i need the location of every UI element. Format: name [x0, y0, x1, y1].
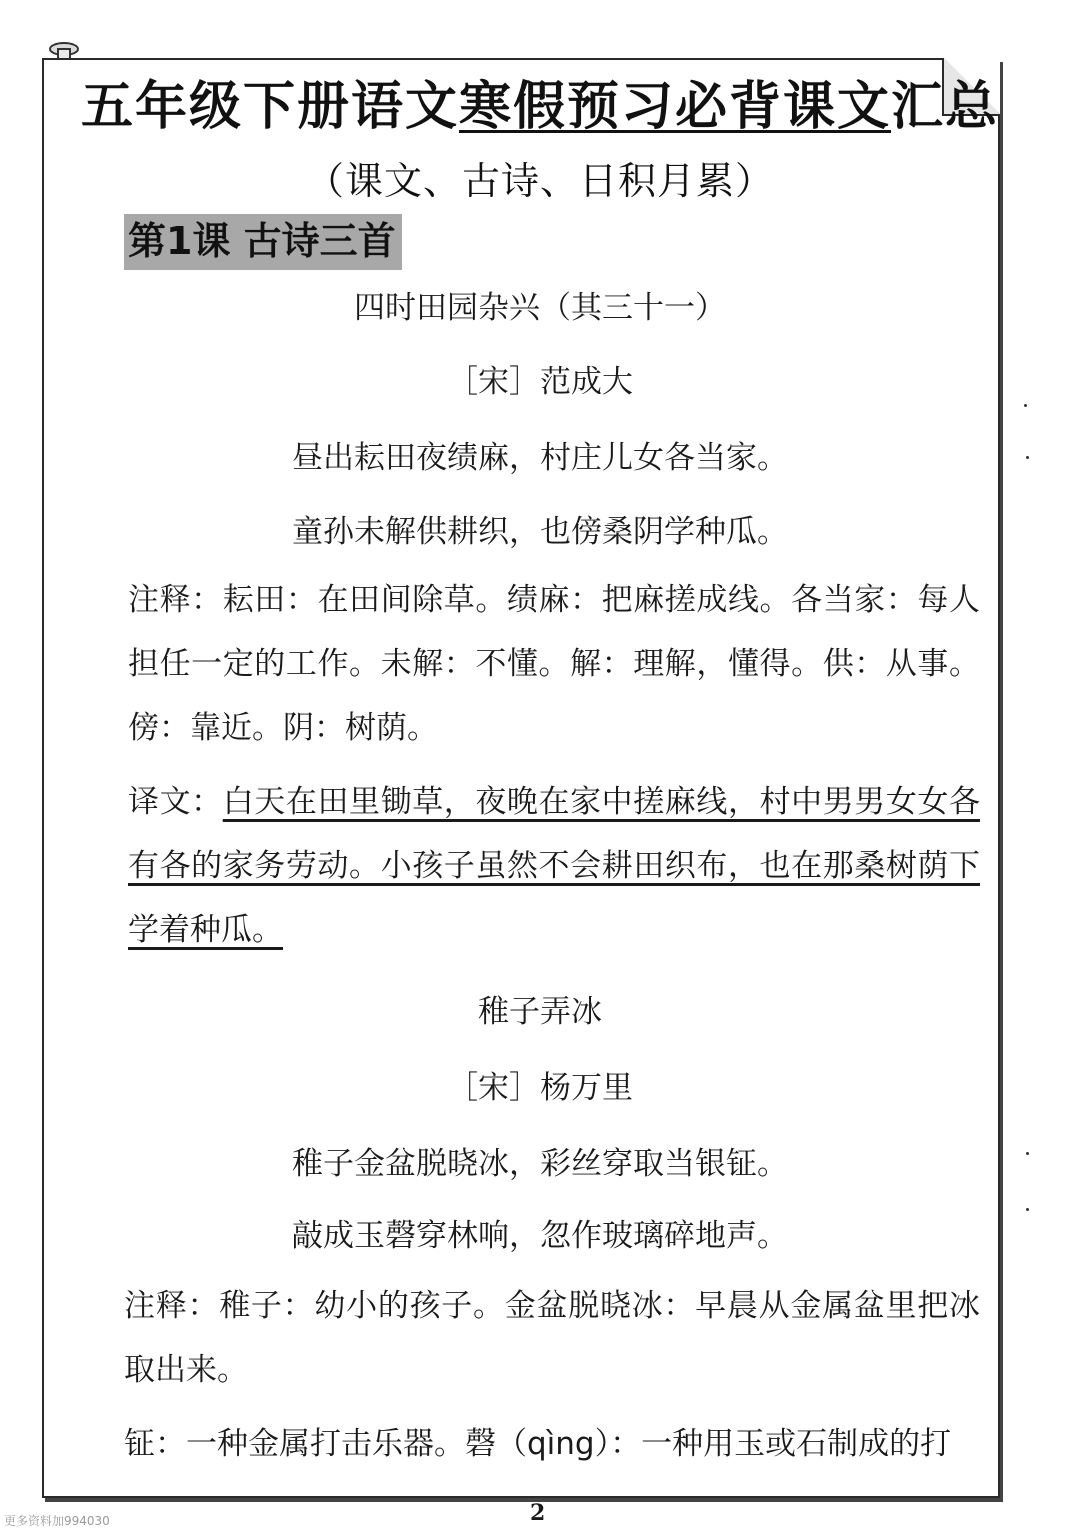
- lesson-heading: 第1课 古诗三首: [124, 214, 402, 270]
- poem-notes: 注释：耘田：在田间除草。绩麻：把麻搓成线。各当家：每人担任一定的工作。未解：不懂。解：理解，懂得。供：从事。傍：靠近。阴：树荫。: [128, 582, 980, 746]
- poem-line: 稚子金盆脱晓冰，彩丝穿取当银钲。: [292, 1146, 788, 1182]
- translation-label: 译文：: [128, 784, 223, 820]
- poem-translation: [128, 770, 980, 962]
- poem-line: 昼出耘田夜绩麻，村庄儿女各当家。: [292, 440, 788, 476]
- poem-author: ［宋］范成大: [447, 364, 633, 400]
- page-number: 2: [530, 1500, 546, 1526]
- scan-speck: [1024, 404, 1027, 407]
- scan-speck: [1026, 1152, 1029, 1155]
- watermark: 更多资料加994030: [4, 1514, 110, 1528]
- poem-notes: 注释：稚子：幼小的孩子。金盆脱晓冰：早晨从金属盆里把冰取出来。: [124, 1288, 980, 1388]
- scan-speck: [1026, 456, 1029, 459]
- scan-speck: [1026, 1208, 1029, 1211]
- page-subtitle: （课文、古诗、日积月累）: [305, 159, 774, 203]
- poem-line: 敲成玉磬穿林响，忽作玻璃碎地声。: [292, 1218, 788, 1254]
- page-title: 五年级下册语文寒假预习必背课文汇总: [80, 77, 1000, 137]
- poem-title: 稚子弄冰: [478, 994, 602, 1030]
- poem-author: ［宋］杨万里: [447, 1070, 633, 1106]
- title-underlined-part: 寒假预习必背课文: [458, 77, 891, 137]
- poem-notes-continued: 钲：一种金属打击乐器。磬（qìng）：一种用玉或石制成的打: [124, 1426, 952, 1462]
- poem-title: 四时田园杂兴（其三十一）: [354, 290, 726, 326]
- translation-text: 白天在田里锄草，夜晚在家中搓麻线，村中男男女女各有各的家务劳动。小孩子虽然不会耕田织布，也在那桑树荫下学着种瓜。: [128, 784, 981, 948]
- poem-line: 童孙未解供耕织，也傍桑阴学种瓜。: [292, 514, 788, 550]
